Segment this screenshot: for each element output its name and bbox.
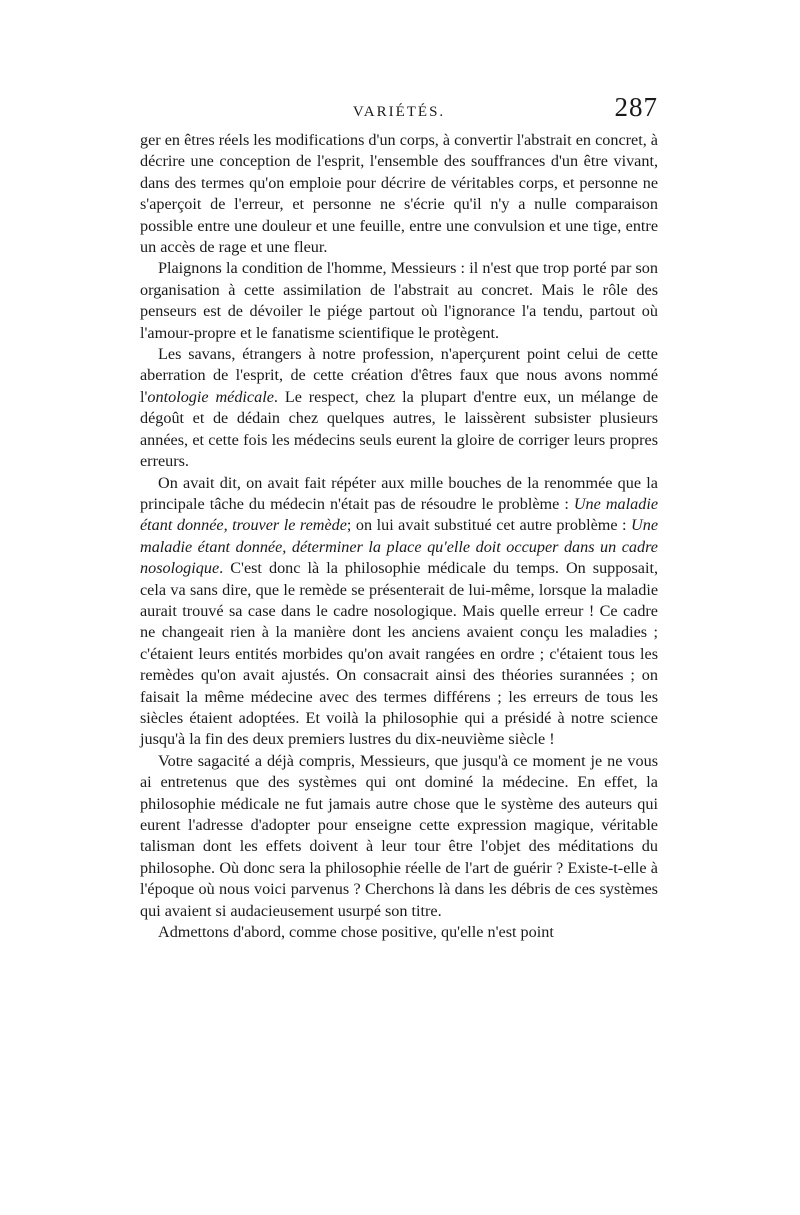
paragraph: [140, 258, 658, 344]
italic-text: Une maladie étant donnée, trouver le remède: [140, 494, 658, 535]
page-number: 287: [614, 92, 658, 122]
paragraph-text: . C'est donc là la philosophie médicale du temps. On supposait, cela va sans dire, que le remède se présenterait de lui-même, lorsque la maladie aurait trouvé sa case dans le cadre nosologique. Mais quelle erreur ! Ce cadre ne changeait rien à la manière dont les anciens avaient conçu les maladies ; c'étaient leurs entités morbides qu'on avait rangées en ordre ; c'étaient tous les remèdes qu'on avait ajustés. On consacrait ainsi des théories surannées ; on faisait la même médecine avec des termes différens ; les erreurs de tous les siècles étaient adoptées. Et voilà la philosophie qui a présidé à notre science jusqu'à la fin des deux premiers lustres du dix-neuvième siècle !: [140, 559, 658, 749]
running-head: VARIÉTÉS.: [352, 104, 446, 120]
paragraph-text: ger en êtres réels les modifications d'un corps, à convertir l'abstrait en concret, à décrire une conception de l'esprit, l'ensemble des souffrances d'un être vivant, dans des termes qu'on emploie pour décrire de véritables corps, et personne ne s'aperçoit de l'erreur, et personne ne s'écrie qu'il n'y a nulle comparaison possible entre une douleur et une feuille, entre une convulsion et une tige, entre un accès de rage et une fleur.: [140, 131, 658, 257]
italic-text: ontologie médicale: [147, 387, 274, 406]
page-header: [140, 92, 658, 128]
paragraph: [140, 344, 658, 472]
paragraph: [140, 130, 658, 258]
paragraph: [140, 473, 658, 751]
paragraph-text: Plaignons la condition de l'homme, Messieurs : il n'est que trop porté par son organisation à cette assimilation de l'abstrait au concret. Mais le rôle des penseurs est de dévoiler le piége partout où l'ignorance l'a tendu, partout où l'amour-propre et le fanatisme scientifique le protègent.: [140, 259, 658, 342]
body-text: [140, 130, 658, 943]
paragraph-text: Admettons d'abord, comme chose positive, qu'elle n'est point: [158, 923, 554, 942]
italic-text: Une maladie étant donnée, déterminer la place qu'elle doit occuper dans un cadre nosologique: [140, 516, 658, 578]
paragraph-text: ; on lui avait substitué cet autre problème :: [346, 516, 632, 535]
paragraph-text: . Le respect, chez la plupart d'entre eux, un mélange de dégoût et de dédain chez quelques autres, le laissèrent subsister plusieurs années, et cette fois les médecins seuls eurent la gloire de corriger leurs propres erreurs.: [140, 387, 659, 471]
paragraph: [140, 922, 658, 943]
paragraph: [140, 751, 658, 922]
paragraph-text: On avait dit, on avait fait répéter aux mille bouches de la renommée que la principale tâche du médecin n'était pas de résoudre le problème :: [140, 473, 658, 513]
paragraph-text: Votre sagacité a déjà compris, Messieurs, que jusqu'à ce moment je ne vous ai entretenus que des systèmes qui ont dominé la médecine. En effet, la philosophie médicale ne fut jamais autre chose que le système des auteurs qui eurent l'adresse d'adopter pour enseigne cette expression magique, véritable talisman dont les effets doivent à leur tour être l'objet des méditations du philosophe. Où donc sera la philosophie réelle de l'art de guérir ? Existe-t-elle à l'époque où nous voici parvenus ? Cherchons là dans les débris de ces systèmes qui avaient si audacieusement usurpé son titre.: [140, 751, 658, 920]
paragraph-text: Les savans, étrangers à notre profession, n'aperçurent point celui de cette aberration de l'esprit, de cette création d'êtres faux que nous avons nommé l': [140, 345, 658, 406]
